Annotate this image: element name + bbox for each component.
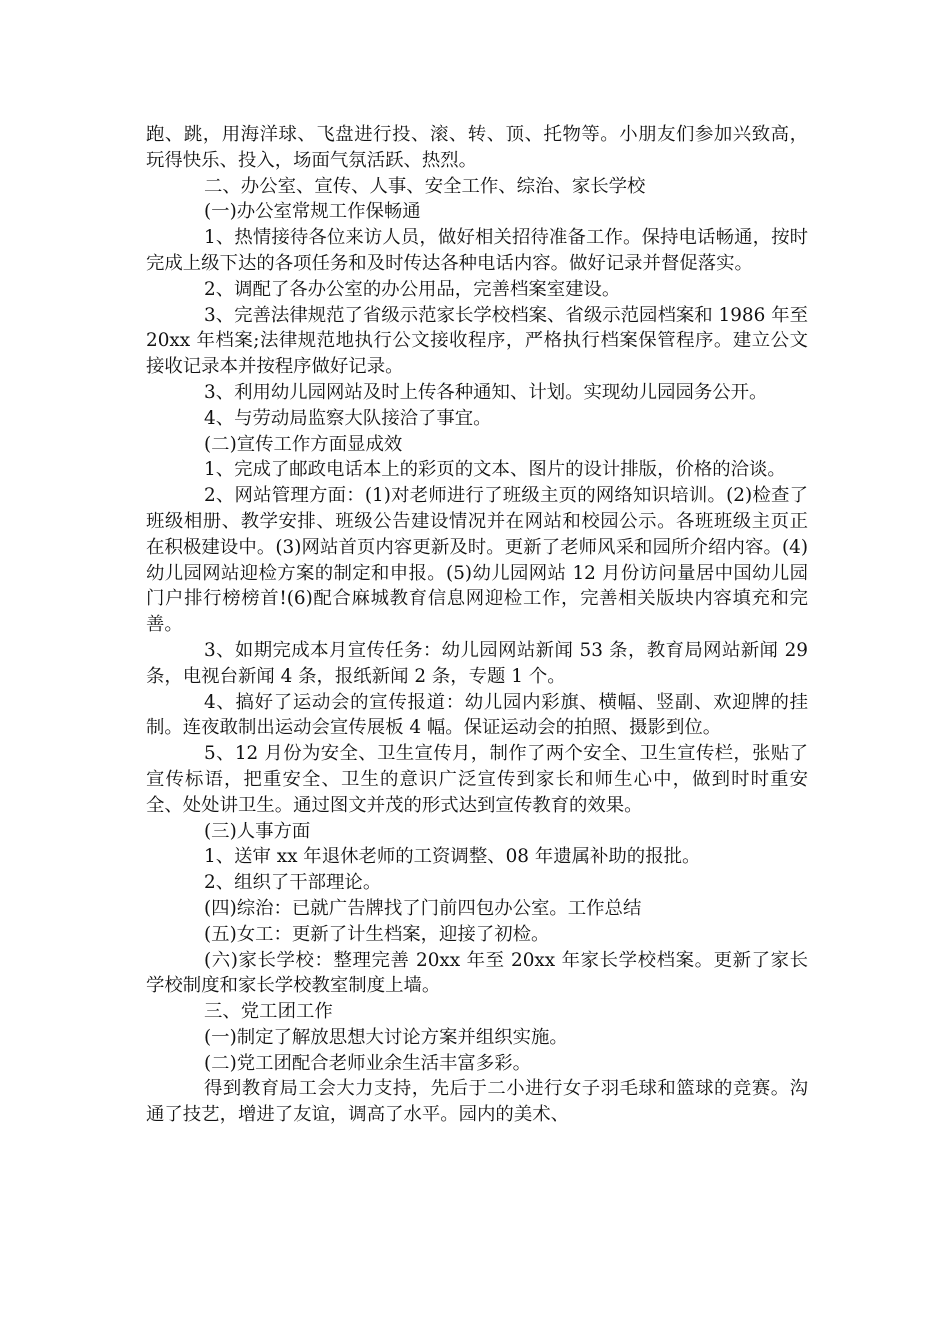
paragraph: (二)党工团配合老师业余生活丰富多彩。	[204, 1052, 531, 1074]
paragraph: (三)人事方面	[204, 820, 311, 842]
paragraph: 三、党工团工作	[204, 1001, 333, 1023]
paragraph: 跑、跳，用海洋球、飞盘进行投、滚、转、顶、托物等。小朋友们参加兴致高，玩得快乐、投入，场面气氛活跃、热烈。	[146, 124, 808, 171]
paragraph: 5、12 月份为安全、卫生宣传月，制作了两个安全、卫生宣传栏，张贴了宣传标语，把重安全、卫生的意识广泛宣传到家长和师生心中，做到时时重安全、处处讲卫生。通过图文并茂的形式达到宣传教育的效果。	[146, 743, 808, 816]
paragraph: 1、完成了邮政电话本上的彩页的文本、图片的设计排版，价格的洽谈。	[204, 459, 786, 481]
paragraph: (一)制定了解放思想大讨论方案并组织实施。	[204, 1026, 568, 1048]
paragraph: (五)女工：更新了计生档案，迎接了初检。	[204, 923, 550, 945]
paragraph: 二、办公室、宣传、人事、安全工作、综治、家长学校	[204, 175, 646, 197]
paragraph: 1、热情接待各位来访人员，做好相关招待准备工作。保持电话畅通，按时完成上级下达的各项任务和及时传达各种电话内容。做好记录并督促落实。	[146, 227, 808, 274]
paragraph: 3、完善法律规范了省级示范家长学校档案、省级示范园档案和 1986 年至 20xx 年档案;法律规范地执行公文接收程序，严格执行档案保管程序。建立公文接收记录本并按程序做好记录。	[146, 304, 808, 378]
paragraph: 4、与劳动局监察大队接洽了事宜。	[204, 407, 492, 429]
paragraph: 2、调配了各办公室的办公用品，完善档案室建设。	[204, 278, 621, 300]
paragraph: (一)办公室常规工作保畅通	[204, 201, 421, 223]
paragraph: (二)宣传工作方面显成效	[204, 433, 403, 455]
paragraph: 3、利用幼儿园网站及时上传各种通知、计划。实现幼儿园园务公开。	[204, 381, 768, 403]
paragraph: 2、网站管理方面：(1)对老师进行了班级主页的网络知识培训。(2)检查了班级相册、教学安排、班级公告建设情况并在网站和校园公示。各班班级主页正在积极建设中。(3)网站首页内容更新及时。更新了老师风采和园所介绍内容。(4)幼儿园网站迎检方案的制定和申报。(5)幼儿园网站 12 月份访问量居中国幼儿园门户排行榜榜首!(6)配合麻城教育信息网迎检工作，完善相关版块内容填充和完善。	[146, 485, 808, 636]
paragraph: (六)家长学校：整理完善 20xx 年至 20xx 年家长学校档案。更新了家长学校制度和家长学校教室制度上墙。	[146, 949, 808, 997]
document-body	[146, 122, 808, 1128]
paragraph: 4、搞好了运动会的宣传报道：幼儿园内彩旗、横幅、竖副、欢迎牌的挂制。连夜敢制出运动会宣传展板 4 幅。保证运动会的拍照、摄影到位。	[146, 691, 808, 739]
paragraph: 1、送审 xx 年退休老师的工资调整、08 年遗属补助的报批。	[204, 846, 701, 868]
paragraph: 2、组织了干部理论。	[204, 872, 382, 894]
paragraph: (四)综治：已就广告牌找了门前四包办公室。工作总结	[204, 897, 642, 919]
paragraph: 得到教育局工会大力支持，先后于二小进行女子羽毛球和篮球的竞赛。沟通了技艺，增进了友谊，调高了水平。园内的美术、	[146, 1078, 808, 1126]
paragraph: 3、如期完成本月宣传任务：幼儿园网站新闻 53 条，教育局网站新闻 29 条，电视台新闻 4 条，报纸新闻 2 条，专题 1 个。	[146, 639, 808, 687]
